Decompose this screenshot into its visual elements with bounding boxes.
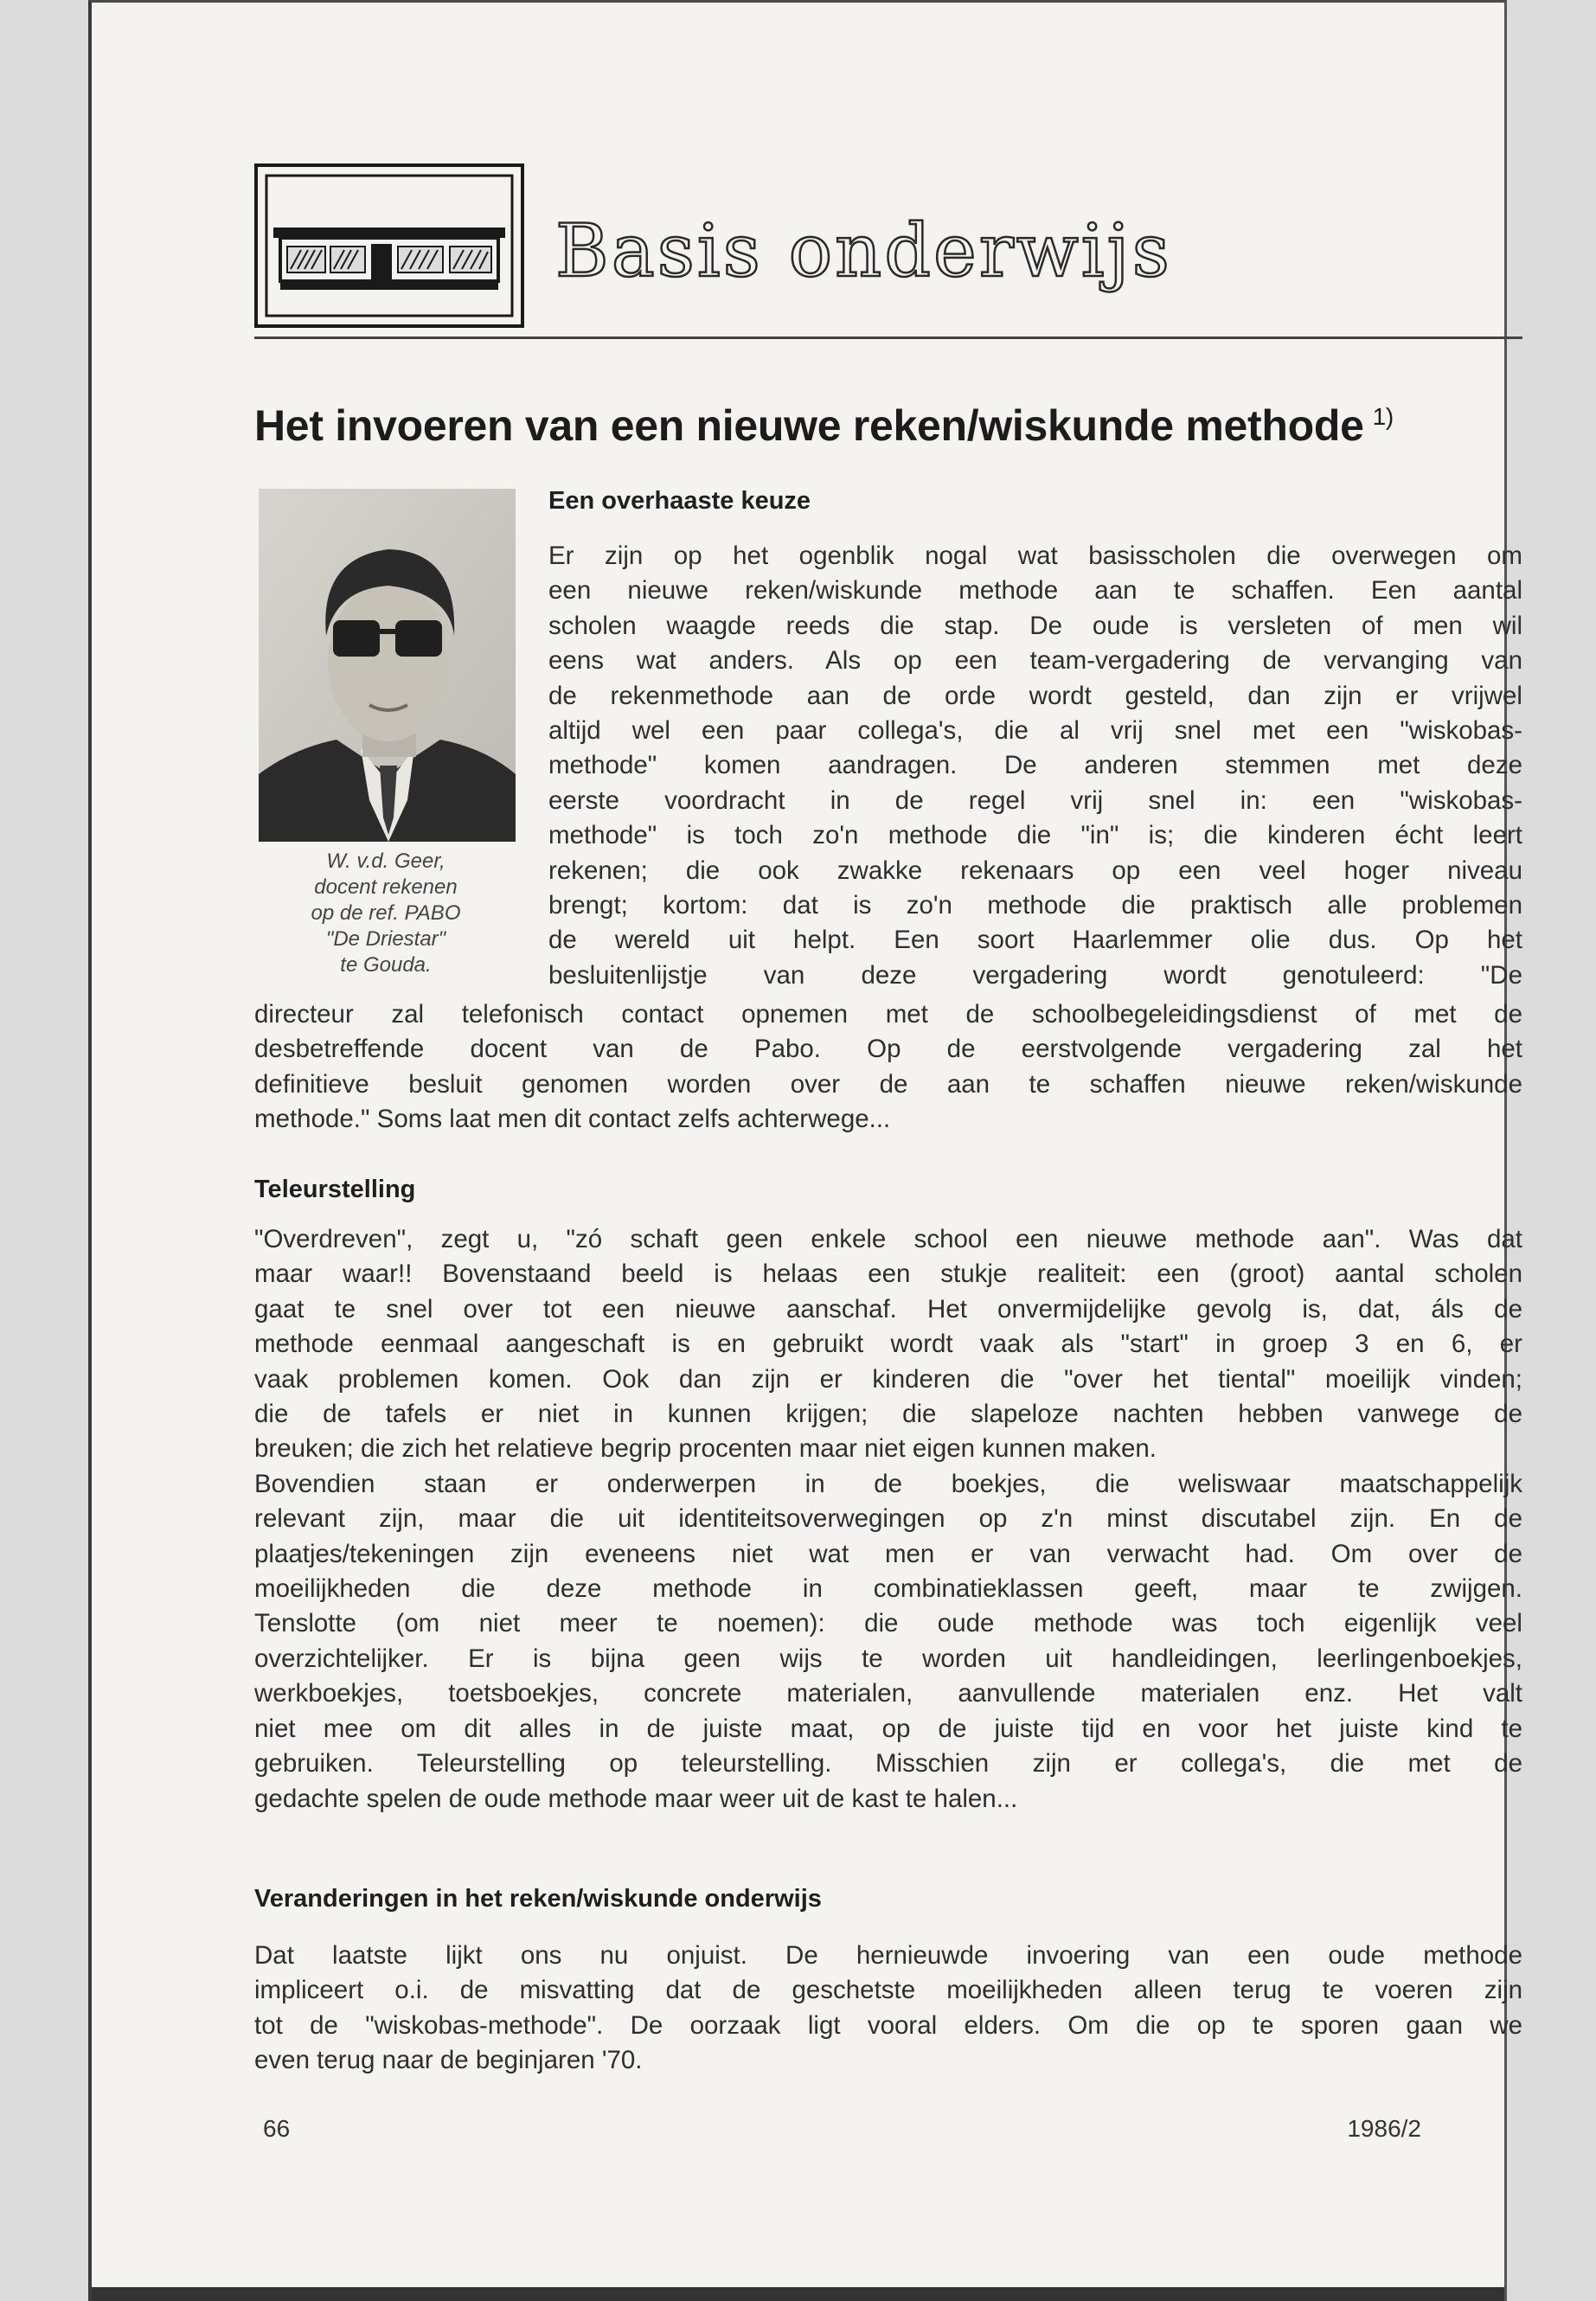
page bbox=[88, 0, 1522, 2301]
text-line: altijd wel een paar collega's, die al vrij snel met een "wiskobas- bbox=[548, 716, 1522, 746]
caption-line: W. v.d. Geer, bbox=[326, 849, 445, 873]
text-line: relevant zijn, maar die uit identiteitsoverwegingen op z'n minst discutabel zijn. En de bbox=[254, 1504, 1522, 1534]
text-line: werkboekjes, toetsboekjes, concrete materialen, aanvullende materialen enz. Het valt bbox=[254, 1679, 1522, 1708]
text-line: niet mee om dit alles in de juiste maat, op de juiste tijd en voor het juiste kind te bbox=[254, 1714, 1522, 1743]
text-line: overzichtelijker. Er is bijna geen wijs te worden uit handleidingen, leerlingenboekjes, bbox=[254, 1644, 1522, 1673]
text-line: methode eenmaal aangeschaft is en gebruikt wordt vaak als "start" in groep 3 en 6, er bbox=[254, 1330, 1522, 1359]
text-line: de wereld uit helpt. Een soort Haarlemmer olie dus. Op het bbox=[548, 926, 1522, 955]
paragraph-section3 bbox=[254, 1939, 1522, 2079]
text-line: moeilijkheden die deze methode in combinatieklassen geeft, maar te zwijgen. bbox=[254, 1574, 1522, 1604]
text-line: Dat laatste lijkt ons nu onjuist. De hernieuwde invoering van een oude methode bbox=[254, 1941, 1522, 1970]
text-line: directeur zal telefonisch contact opnemen met de schoolbegeleidingsdienst of met de bbox=[254, 1000, 1522, 1029]
article-headline bbox=[254, 401, 1394, 451]
section-title: Basis onderwijs bbox=[555, 208, 1172, 293]
text-line: eerste voordracht in de regel vrij snel in: een "wiskobas- bbox=[548, 785, 1522, 815]
paragraph-section1-full bbox=[254, 997, 1522, 1138]
text-line: desbetreffende docent van de Pabo. Op de eerstvolgende vergadering zal het bbox=[254, 1035, 1522, 1064]
author-portrait bbox=[259, 489, 516, 842]
school-building-icon bbox=[254, 163, 524, 328]
text-line: die de tafels er niet in kunnen krijgen; die slapeloze nachten hebben vanwege de bbox=[254, 1400, 1522, 1429]
page-number: 66 bbox=[263, 2115, 291, 2142]
footnote-mark: 1) bbox=[1372, 403, 1394, 431]
text-line: eens wat anders. Als op een team-vergadering de vervanging van bbox=[548, 646, 1522, 676]
photo-caption bbox=[247, 849, 524, 978]
text-line: methode" is toch zo'n methode die "in" is; die kinderen écht leert bbox=[548, 821, 1522, 850]
text-line: impliceert o.i. de misvatting dat de geschetste moeilijkheden alleen terug te voeren zijn bbox=[254, 1976, 1522, 2005]
text-line: de rekenmethode aan de orde wordt gesteld, dan zijn er vrijwel bbox=[548, 681, 1522, 710]
text-line: Tenslotte (om niet meer te noemen): die oude methode was toch eigenlijk veel bbox=[254, 1609, 1522, 1638]
text-line: even terug naar de beginjaren '70. bbox=[254, 2046, 643, 2075]
text-line: Bovendien staan er onderwerpen in de boekjes, die weliswaar maatschappelijk bbox=[254, 1469, 1522, 1498]
text-line: rekenen; die ook zwakke rekenaars op een veel hoger niveau bbox=[548, 856, 1522, 885]
section-heading-teleurstelling: Teleurstelling bbox=[254, 1176, 416, 1203]
text-line: scholen waagde reeds die stap. De oude is versleten of men wil bbox=[548, 611, 1522, 640]
text-line: gaat te snel over tot een nieuwe aanschaf. Het onvermijdelijke gevolg is, dat, áls de bbox=[254, 1294, 1522, 1324]
text-line: tot de "wiskobas-methode". De oorzaak ligt vooral elders. Om die op te sporen gaan we bbox=[254, 2010, 1522, 2040]
text-line: brengt; kortom: dat is zo'n methode die praktisch alle problemen bbox=[548, 891, 1522, 920]
text-line: "Overdreven", zegt u, "zó schaft geen enkele school een nieuwe methode aan". Was dat bbox=[254, 1225, 1522, 1253]
caption-line: "De Driestar" bbox=[325, 927, 446, 951]
text-line: gedachte spelen de oude methode maar weer uit de kast te halen... bbox=[254, 1784, 1018, 1813]
text-line: plaatjes/tekeningen zijn eveneens niet wat men er van verwacht had. Om over de bbox=[254, 1539, 1522, 1568]
text-line: vaak problemen komen. Ook dan zijn er kinderen die "over het tiental" moeilijk vinden; bbox=[254, 1364, 1522, 1394]
text-line: methode" komen aandragen. De anderen stemmen met deze bbox=[548, 751, 1522, 780]
section-heading-veranderingen: Veranderingen in het reken/wiskunde onderwijs bbox=[254, 1885, 822, 1913]
scan-edge bbox=[92, 2287, 1504, 2301]
section-heading-overhaaste-keuze: Een overhaaste keuze bbox=[548, 487, 811, 515]
issue-number: 1986/2 bbox=[1347, 2115, 1421, 2142]
text-line: besluitenlijstje van deze vergadering wordt genotuleerd: "De bbox=[548, 960, 1522, 990]
caption-line: te Gouda. bbox=[340, 953, 432, 977]
text-line: methode." Soms laat men dit contact zelfs achterwege... bbox=[254, 1105, 891, 1134]
caption-line: docent rekenen bbox=[314, 875, 458, 899]
paragraph-section1-column bbox=[548, 539, 1522, 993]
headline-text: Het invoeren van een nieuwe reken/wiskunde methode bbox=[254, 401, 1364, 450]
text-line: Er zijn op het ogenblik nogal wat basisscholen die overwegen om bbox=[548, 542, 1522, 570]
header-divider bbox=[254, 336, 1522, 339]
text-line: definitieve besluit genomen worden over de aan te schaffen nieuwe reken/wiskunde bbox=[254, 1069, 1522, 1099]
text-line: een nieuwe reken/wiskunde methode aan te schaffen. Een aantal bbox=[548, 576, 1522, 606]
text-line: maar waar!! Bovenstaand beeld is helaas een stukje realiteit: een (groot) aantal scholen bbox=[254, 1259, 1522, 1289]
text-line: breuken; die zich het relatieve begrip procenten maar niet eigen kunnen maken. bbox=[254, 1434, 1157, 1464]
paragraph-section2 bbox=[254, 1222, 1522, 1817]
caption-line: op de ref. PABO bbox=[311, 901, 461, 925]
text-line: gebruiken. Teleurstelling op teleurstelling. Misschien zijn er collega's, die met de bbox=[254, 1749, 1522, 1779]
